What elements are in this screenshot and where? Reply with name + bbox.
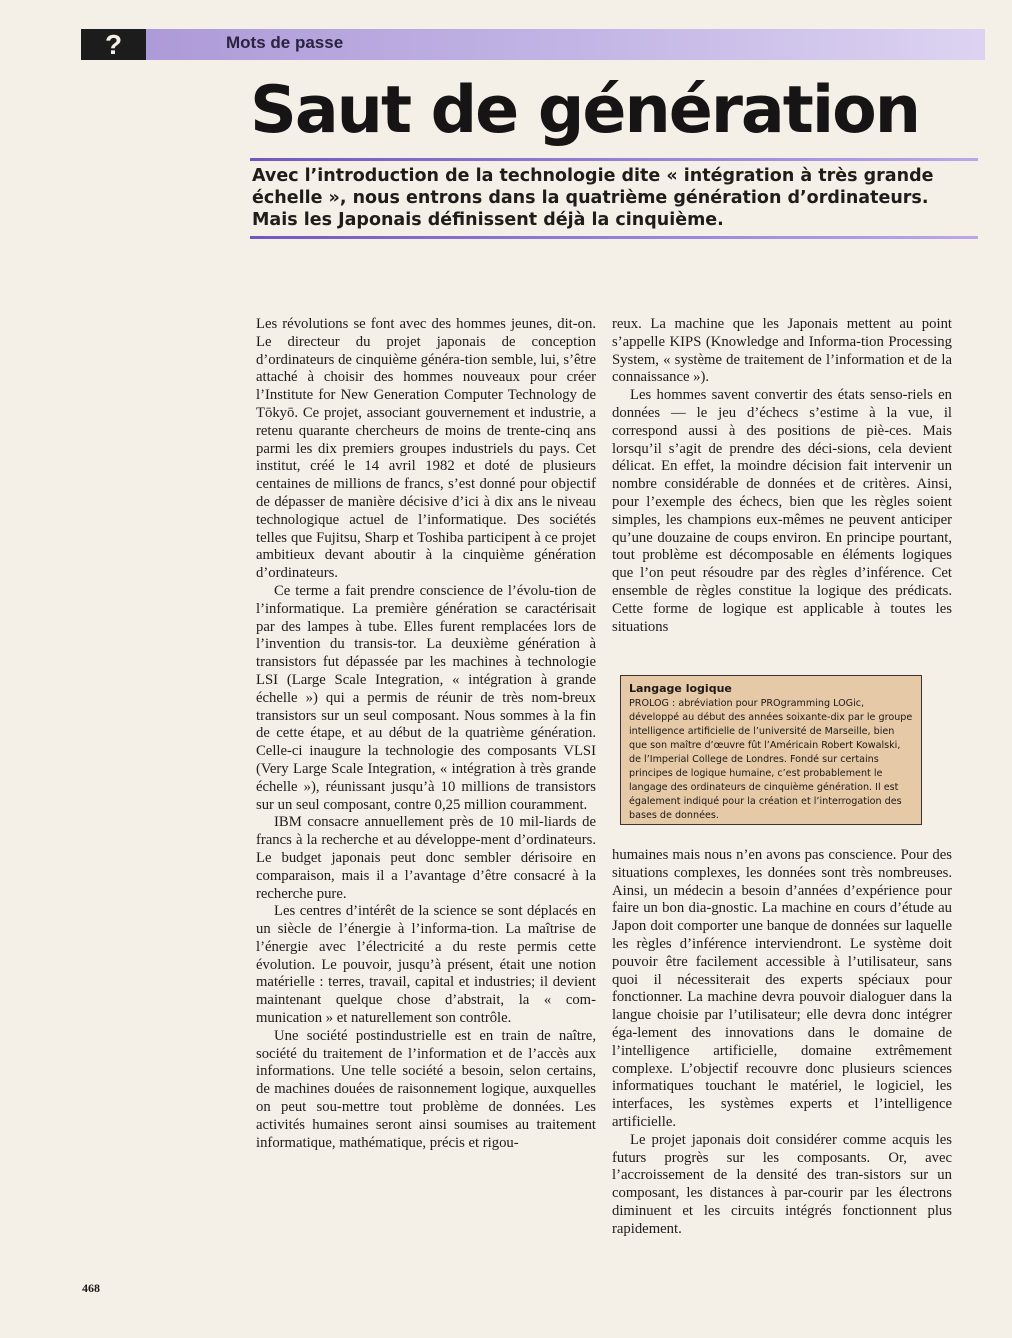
body-paragraph: Les centres d’intérêt de la science se sont déplacés en un siècle de l’énergie à l’informa-tion. La maîtrise de l’énergie avec l’électricité a du reste permis cette évolution. Le pouvoir, jusqu’à présent, était une notion matérielle : terres, travail, capital et industries; il devient maintenant quelque chose d’abstrait, la « com-munication » et naturellement son contrôle.	[256, 903, 596, 1027]
right-column-top	[612, 316, 952, 636]
section-label: Mots de passe	[226, 33, 344, 52]
right-column-bottom	[612, 847, 952, 1239]
section-header	[81, 29, 985, 60]
body-paragraph: humaines mais nous n’en avons pas conscience. Pour des situations complexes, les données sont très nombreuses. Ainsi, un médecin a besoin d’années d’expérience pour faire un bon dia-gnostic. La machine en cours d’étude au Japon doit comporter une banque de données sur laquelle les règles d’inférence interviendront. Le système doit pouvoir être facilement accessible à l’utilisateur, sans quoi il nécessiterait des experts spéciaux pour fonctionner. La machine devra pouvoir dialoguer dans la langue choisie par l’utilisateur; elle devra donc intégrer éga-lement des innovations dans le domaine de l’intelligence artificielle, domaine extrêmement complexe. L’objectif recouvre donc plusieurs sciences informatiques touchant le matériel, le logiciel, les interfaces, les systèmes experts et l’intelligence artificielle.	[612, 847, 952, 1130]
body-paragraph: Une société postindustrielle est en train de naître, société du traitement de l’information et de l’accès aux informations. Une telle société a besoin, selon certains, de machines douées de raisonnement logique, auxquelles on peut sou-mettre tout problème de données. Les activités humaines seront ainsi soumises au traitement informatique, mathématique, précis et rigou-	[256, 1027, 596, 1151]
intro-rule-bottom	[250, 236, 978, 239]
sidebar-text: PROLOG : abréviation pour PROgramming LOGic, développé au début des années soixante-dix par le groupe intelligence artificielle de l’université de Marseille, bien que son maître d’œuvre fût l’Américain Robert Kowalski, de l’Imperial College de Londres. Fondé sur certains principes de logique humaine, c’est probablement le langage des ordinateurs de cinquième génération. Il est également indiqué pour la création et l’interrogation des bases de données.	[629, 698, 913, 821]
question-mark-glyph: ?	[104, 29, 123, 60]
body-paragraph: Les révolutions se font avec des hommes jeunes, dit-on. Le directeur du projet japonais de conception d’ordinateurs de cinquième généra-tion semble, lui, s’être attaché à choisir des hommes nouveaux pour créer l’Institute for New Generation Computer Technology de Tōkyō. Ce projet, associant gouvernement et industrie, a retenu quarante chercheurs de moins de trente-cinq ans parmi les dix premiers groupes industriels du pays. Cet institut, créé le 14 avril 1982 et doté de plusieurs centaines de millions de francs, s’est donné pour objectif de dépasser de manière décisive d’ici à dix ans le niveau technologique actuel de l’informatique. Des sociétés telles que Fujitsu, Sharp et Toshiba participent à ce projet ambitieux devant aboutir à la cinquième génération d’ordinateurs.	[256, 316, 596, 582]
body-paragraph: Le projet japonais doit considérer comme acquis les futurs progrès sur les composants. Or, avec l’accroissement de la densité des tran-sistors sur un composant, les distances à par-courir par les électrons diminuent et les circuits intégrés fonctionnent plus rapidement.	[612, 1131, 952, 1237]
page-number: 468	[82, 1281, 100, 1295]
body-paragraph: reux. La machine que les Japonais mettent au point s’appelle KIPS (Knowledge and Informa-tion Processing System, « système de traitement de l’information et de la connaissance »).	[612, 316, 952, 386]
section-band	[146, 29, 985, 60]
intro-rule-top	[250, 158, 978, 161]
article-title: Saut de génération	[250, 73, 920, 148]
sidebar-box	[620, 675, 922, 825]
left-column	[256, 316, 596, 1152]
sidebar-title: Langage logique	[629, 682, 732, 695]
body-paragraph: Les hommes savent convertir des états senso-riels en données — le jeu d’échecs s’estime à la vue, il correspond aussi à des positions de piè-ces. Mais lorsqu’il s’agit de prendre des déci-sions, cela devient délicat. En effet, la moindre décision fait intervenir un nombre considérable de données et de critères. Ainsi, pour l’exemple des échecs, bien que les règles soient simples, les champions eux-mêmes ne peuvent anticiper qu’une douzaine de coups environ. En principe pourtant, tout problème est décomposable en éléments logiques que l’on peut résoudre par des règles d’inférence. Cet ensemble de règles constitue la logique des prédicats. Cette forme de logique est applicable à toutes les situations	[612, 387, 952, 635]
article-intro: Avec l’introduction de la technologie dite « intégration à très grande échelle », nous entrons dans la quatrième génération d’ordinateurs. Mais les Japonais définissent déjà la cinquième.	[252, 166, 934, 230]
body-paragraph: Ce terme a fait prendre conscience de l’évolu-tion de l’informatique. La première génération se caractérisait par des lampes à tube. Elles furent remplacées lors de l’invention du transis-tor. La deuxième génération à transistors fut dépassée par les machines à technologie LSI (Large Scale Integration, « intégration à grande échelle ») qui a permis de réunir de très nom-breux transistors sur un seul composant. Nous sommes à la fin de cette étape, et au début de la quatrième génération. Celle-ci inaugure la technologie des composants VLSI (Very Large Scale Integration, « intégration à très grande échelle »), réunissant jusqu’à 10 millions de transistors sur un seul composant, contre 0,25 million couramment.	[256, 582, 596, 813]
body-paragraph: IBM consacre annuellement près de 10 mil-liards de francs à la recherche et au développe-ment d’ordinateurs. Le budget japonais peut donc sembler dérisoire en comparaison, mais il a l’avantage d’être consacré à la recherche pure.	[256, 814, 596, 902]
question-mark-icon	[81, 29, 146, 60]
